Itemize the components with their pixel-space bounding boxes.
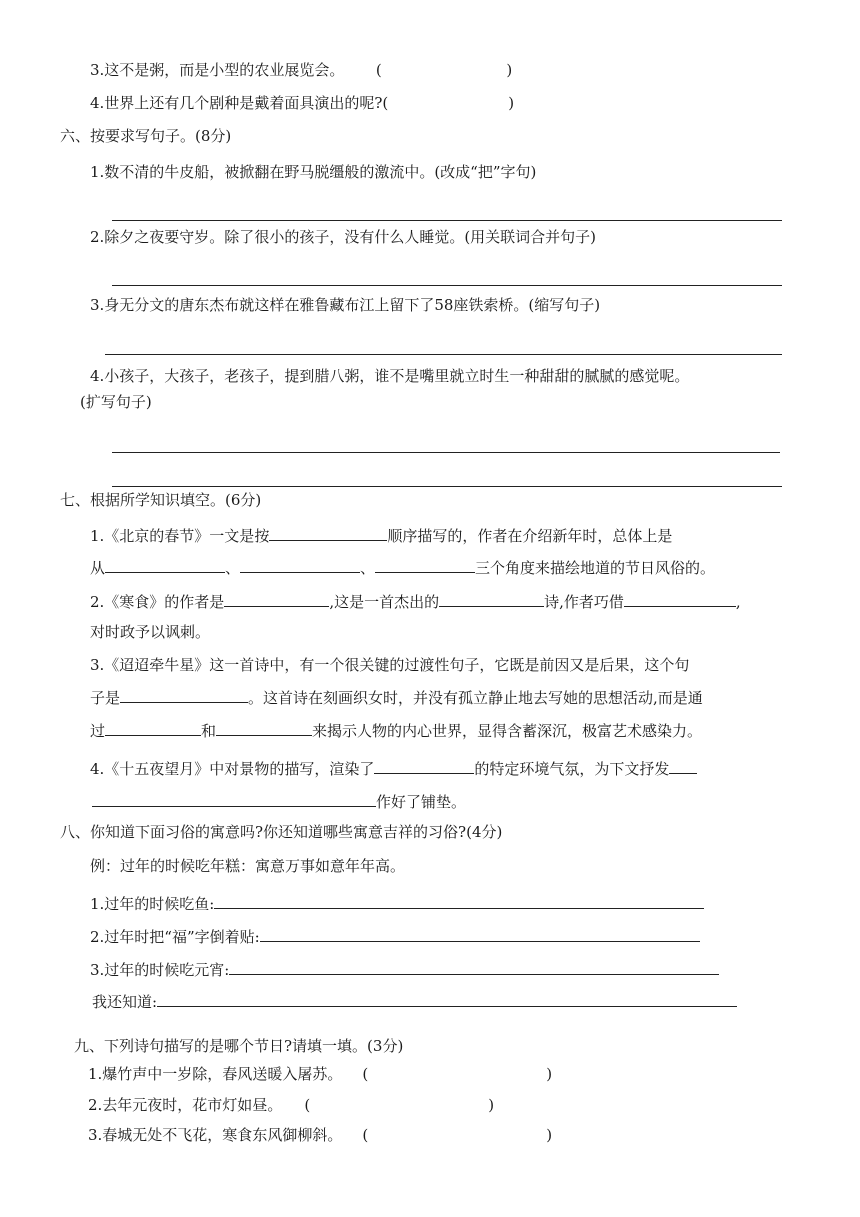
s8-example: 例：过年的时候吃年糕：寓意万事如意年年高。 <box>90 857 406 875</box>
s6-q4-line1: 4.小孩子，大孩子，老孩子，提到腊八粥，谁不是嘴里就立时生一种甜甜的腻腻的感觉呢。 <box>90 367 690 385</box>
s8-q1-label: 1.过年的时候吃鱼: <box>90 895 215 913</box>
s7-q4-text-a: 4.《十五夜望月》中对景物的描写，渲染了 <box>90 760 375 778</box>
s8-q2-label: 2.过年时把“福”字倒着贴: <box>90 928 260 946</box>
s8-q3 <box>90 958 719 980</box>
s9-q3-open: ( <box>362 1126 369 1144</box>
s9-q3-close: ) <box>546 1126 553 1144</box>
s7-q1-text-b: 顺序描写的，作者在介绍新年时，总体上是 <box>387 527 673 545</box>
s7-q2-blank-type[interactable] <box>439 590 544 607</box>
s7-q1-blank-angle1[interactable] <box>105 556 225 573</box>
s5-q3-open: ( <box>375 61 382 79</box>
s8-q3-label: 3.过年的时候吃元宵: <box>90 961 230 979</box>
s6-q4-line2: (扩写句子) <box>80 393 152 411</box>
s7-q2-line1 <box>90 590 741 612</box>
s6-q1: 1.数不清的牛皮船，被掀翻在野马脱缰般的激流中。(改成“把”字句) <box>90 163 537 181</box>
s9-q1 <box>88 1064 552 1084</box>
s6-q2: 2.除夕之夜要守岁。除了很小的孩子，没有什么人睡觉。(用关联词合并句子) <box>90 228 597 246</box>
section6-heading: 六、按要求写句子。(8分) <box>60 127 232 145</box>
s7-q1-blank-order[interactable] <box>269 524 387 541</box>
s5-q4-open: ( <box>382 94 389 112</box>
s7-q2-text-b: ,这是一首杰出的 <box>329 593 440 611</box>
s8-q1 <box>90 892 704 914</box>
s6-q1-answer-line[interactable] <box>112 220 782 221</box>
s6-q3: 3.身无分文的唐东杰布就这样在雅鲁藏布江上留下了58座铁索桥。(缩写句子) <box>90 296 601 314</box>
s7-q2-blank-means[interactable] <box>624 590 736 607</box>
s9-q2-close: ) <box>488 1096 495 1114</box>
s6-q4-answer-line-2[interactable] <box>112 486 782 487</box>
s7-q3-line1: 3.《迢迢牵牛星》这一首诗中，有一个很关键的过渡性句子，它既是前因又是后果，这个句 <box>90 656 690 674</box>
s7-q2-text-a: 2.《寒食》的作者是 <box>90 593 225 611</box>
s7-q3-blank-2[interactable] <box>216 719 312 736</box>
s7-q1-line2 <box>90 556 715 578</box>
s8-q3-answer-line[interactable] <box>229 958 719 975</box>
s7-q4-blank-express[interactable] <box>92 790 376 807</box>
s7-q2-text-d: , <box>735 593 741 611</box>
s5-q3 <box>90 60 512 80</box>
s8-q2-answer-line[interactable] <box>260 925 700 942</box>
s5-q3-close: ) <box>506 61 513 79</box>
s6-q2-answer-line[interactable] <box>112 285 782 286</box>
s9-q1-text: 1.爆竹声中一岁除，春风送暖入屠苏。 <box>88 1065 343 1083</box>
s9-q1-close: ) <box>546 1065 553 1083</box>
s7-q4-text-b: 的特定环境气氛，为下文抒发 <box>474 760 670 778</box>
s7-q1-text-c: 从 <box>90 559 106 577</box>
s5-q4-text: 4.世界上还有几个剧种是戴着面具演出的呢? <box>90 94 383 112</box>
s7-q1-blank-angle3[interactable] <box>375 556 475 573</box>
s7-q3-line2 <box>90 686 703 708</box>
s7-q2-line2: 对时政予以讽刺。 <box>90 623 211 641</box>
s7-q2-blank-author[interactable] <box>224 590 329 607</box>
s9-q1-open: ( <box>362 1065 369 1083</box>
s8-q4-answer-line[interactable] <box>157 990 737 1007</box>
s7-q1-sep1: 、 <box>225 559 241 577</box>
s7-q4-blank-express-start[interactable] <box>669 757 697 774</box>
section9-heading: 九、下列诗句描写的是哪个节日?请填一填。(3分) <box>74 1037 404 1055</box>
s5-q4 <box>90 93 514 113</box>
s8-q2 <box>90 925 700 947</box>
s7-q4-text-c: 作好了铺垫。 <box>376 793 467 811</box>
s7-q4-line2 <box>92 790 466 812</box>
s7-q4-blank-atmosphere[interactable] <box>374 757 474 774</box>
s7-q1-line1 <box>90 524 672 546</box>
s7-q1-text-a: 1.《北京的春节》一文是按 <box>90 527 270 545</box>
s7-q1-sep2: 、 <box>360 559 376 577</box>
s7-q4-line1 <box>90 757 697 779</box>
s5-q4-close: ) <box>508 94 515 112</box>
s8-q4 <box>92 990 737 1012</box>
s7-q1-blank-angle2[interactable] <box>240 556 360 573</box>
s7-q3-text-d: 过 <box>90 722 106 740</box>
s7-q2-text-c: 诗,作者巧借 <box>544 593 624 611</box>
s7-q3-text-c: 。这首诗在刻画织女时，并没有孤立静止地去写她的思想活动,而是通 <box>248 689 703 707</box>
s7-q3-line3 <box>90 719 702 741</box>
s7-q3-blank-sentence[interactable] <box>120 686 248 703</box>
s7-q3-text-f: 来揭示人物的内心世界，显得含蓄深沉，极富艺术感染力。 <box>312 722 703 740</box>
s6-q4-answer-line-1[interactable] <box>112 452 780 453</box>
s9-q2 <box>88 1095 494 1115</box>
s7-q3-blank-1[interactable] <box>105 719 201 736</box>
s7-q3-text-e: 和 <box>201 722 217 740</box>
s9-q3 <box>88 1125 552 1145</box>
section7-heading: 七、根据所学知识填空。(6分) <box>60 491 262 509</box>
section8-heading: 八、你知道下面习俗的寓意吗?你还知道哪些寓意吉祥的习俗?(4分) <box>60 823 503 841</box>
s5-q3-text: 3.这不是粥，而是小型的农业展览会。 <box>90 61 345 79</box>
s9-q2-text: 2.去年元夜时，花市灯如昼。 <box>88 1096 283 1114</box>
s7-q3-text-b: 子是 <box>90 689 121 707</box>
s9-q3-text: 3.春城无处不飞花，寒食东风御柳斜。 <box>88 1126 343 1144</box>
s8-q1-answer-line[interactable] <box>214 892 704 909</box>
s6-q3-answer-line[interactable] <box>105 354 782 355</box>
s8-q4-label: 我还知道: <box>92 993 158 1011</box>
s7-q1-text-d: 三个角度来描绘地道的节日风俗的。 <box>475 559 716 577</box>
s9-q2-open: ( <box>304 1096 311 1114</box>
